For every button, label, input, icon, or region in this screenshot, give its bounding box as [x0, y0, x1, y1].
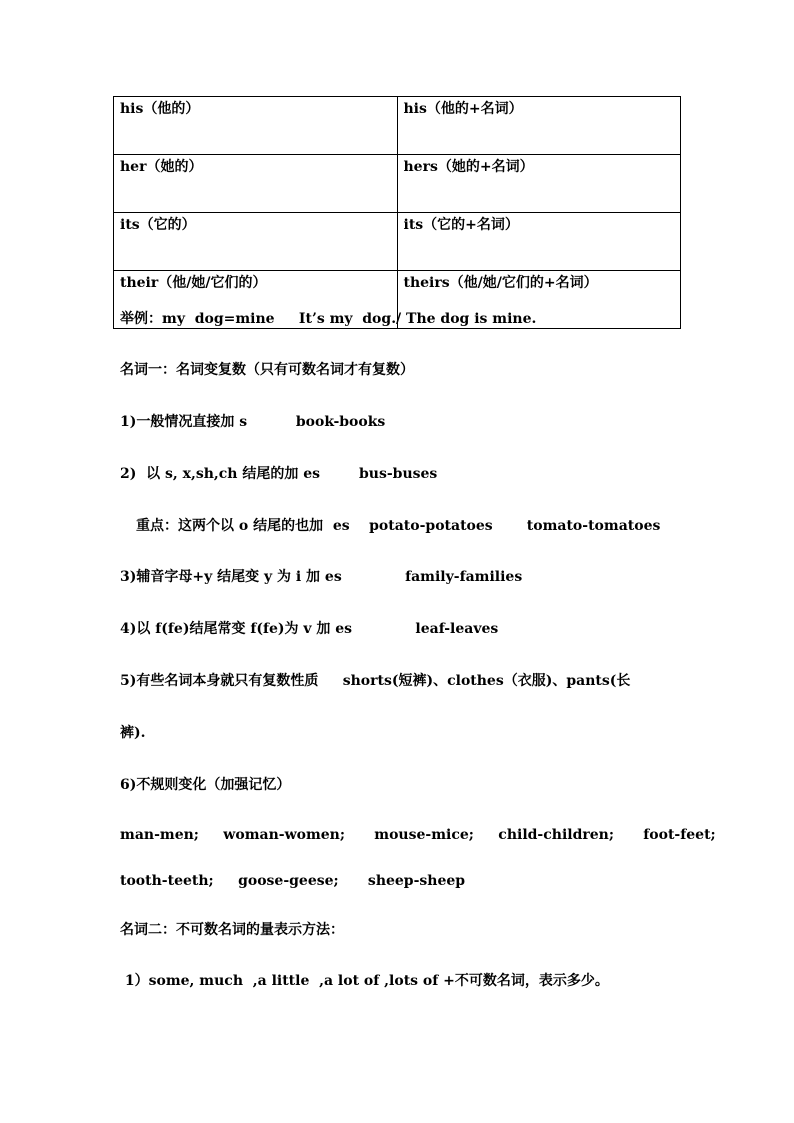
irregular-plurals-line-1: man-men; woman-women; mouse-mice; child-children; foot-feet;: [120, 827, 716, 843]
table-cell-right: his（他的+名词）: [397, 97, 681, 155]
noun2-title: 名词二：不可数名词的量表示方法：: [120, 922, 344, 938]
table-row: [114, 97, 681, 155]
plural-rule-4: 4)以 f(fe)结尾常变 f(fe)为 v 加 es leaf-leaves: [120, 621, 499, 637]
table-cell-left: his（他的）: [114, 97, 398, 155]
plural-rule-3: 3)辅音字母+y 结尾变 y 为 i 加 es family-families: [120, 569, 523, 585]
uncountable-rule-1: 1）some, much ,a little ,a lot of ,lots of +不可数名词，表示多少。: [120, 973, 609, 989]
table-cell-left: its（它的）: [114, 213, 398, 271]
plural-rule-2: 2) 以 s, x,sh,ch 结尾的加 es bus-buses: [120, 466, 438, 482]
plural-rule-2-key-point: 重点：这两个以 o 结尾的也加 es potato-potatoes tomato-tomatoes: [136, 518, 661, 534]
plural-rule-5-continued: 裤).: [120, 725, 146, 741]
example-line: 举例：my dog=mine It’s my dog./ The dog is mine.: [120, 311, 537, 327]
pronoun-table: [113, 96, 681, 329]
table-cell-left: their（他/她/它们的）: [114, 271, 398, 329]
table-row: [114, 213, 681, 271]
plural-rule-5: 5)有些名词本身就只有复数性质 shorts(短裤)、clothes（衣服)、pants(长: [120, 673, 631, 689]
table-cell-left: her（她的）: [114, 155, 398, 213]
plural-rule-6: 6)不规则变化（加强记忆）: [120, 777, 291, 793]
table-cell-right: its（它的+名词）: [397, 213, 681, 271]
table-row: [114, 155, 681, 213]
table-cell-right: theirs（他/她/它们的+名词）: [397, 271, 681, 329]
irregular-plurals-line-2: tooth-teeth; goose-geese; sheep-sheep: [120, 873, 466, 889]
plural-rule-1: 1)一般情况直接加 s book-books: [120, 414, 386, 430]
table-cell-right: hers（她的+名词）: [397, 155, 681, 213]
noun1-title: 名词一：名词变复数（只有可数名词才有复数）: [120, 362, 414, 378]
